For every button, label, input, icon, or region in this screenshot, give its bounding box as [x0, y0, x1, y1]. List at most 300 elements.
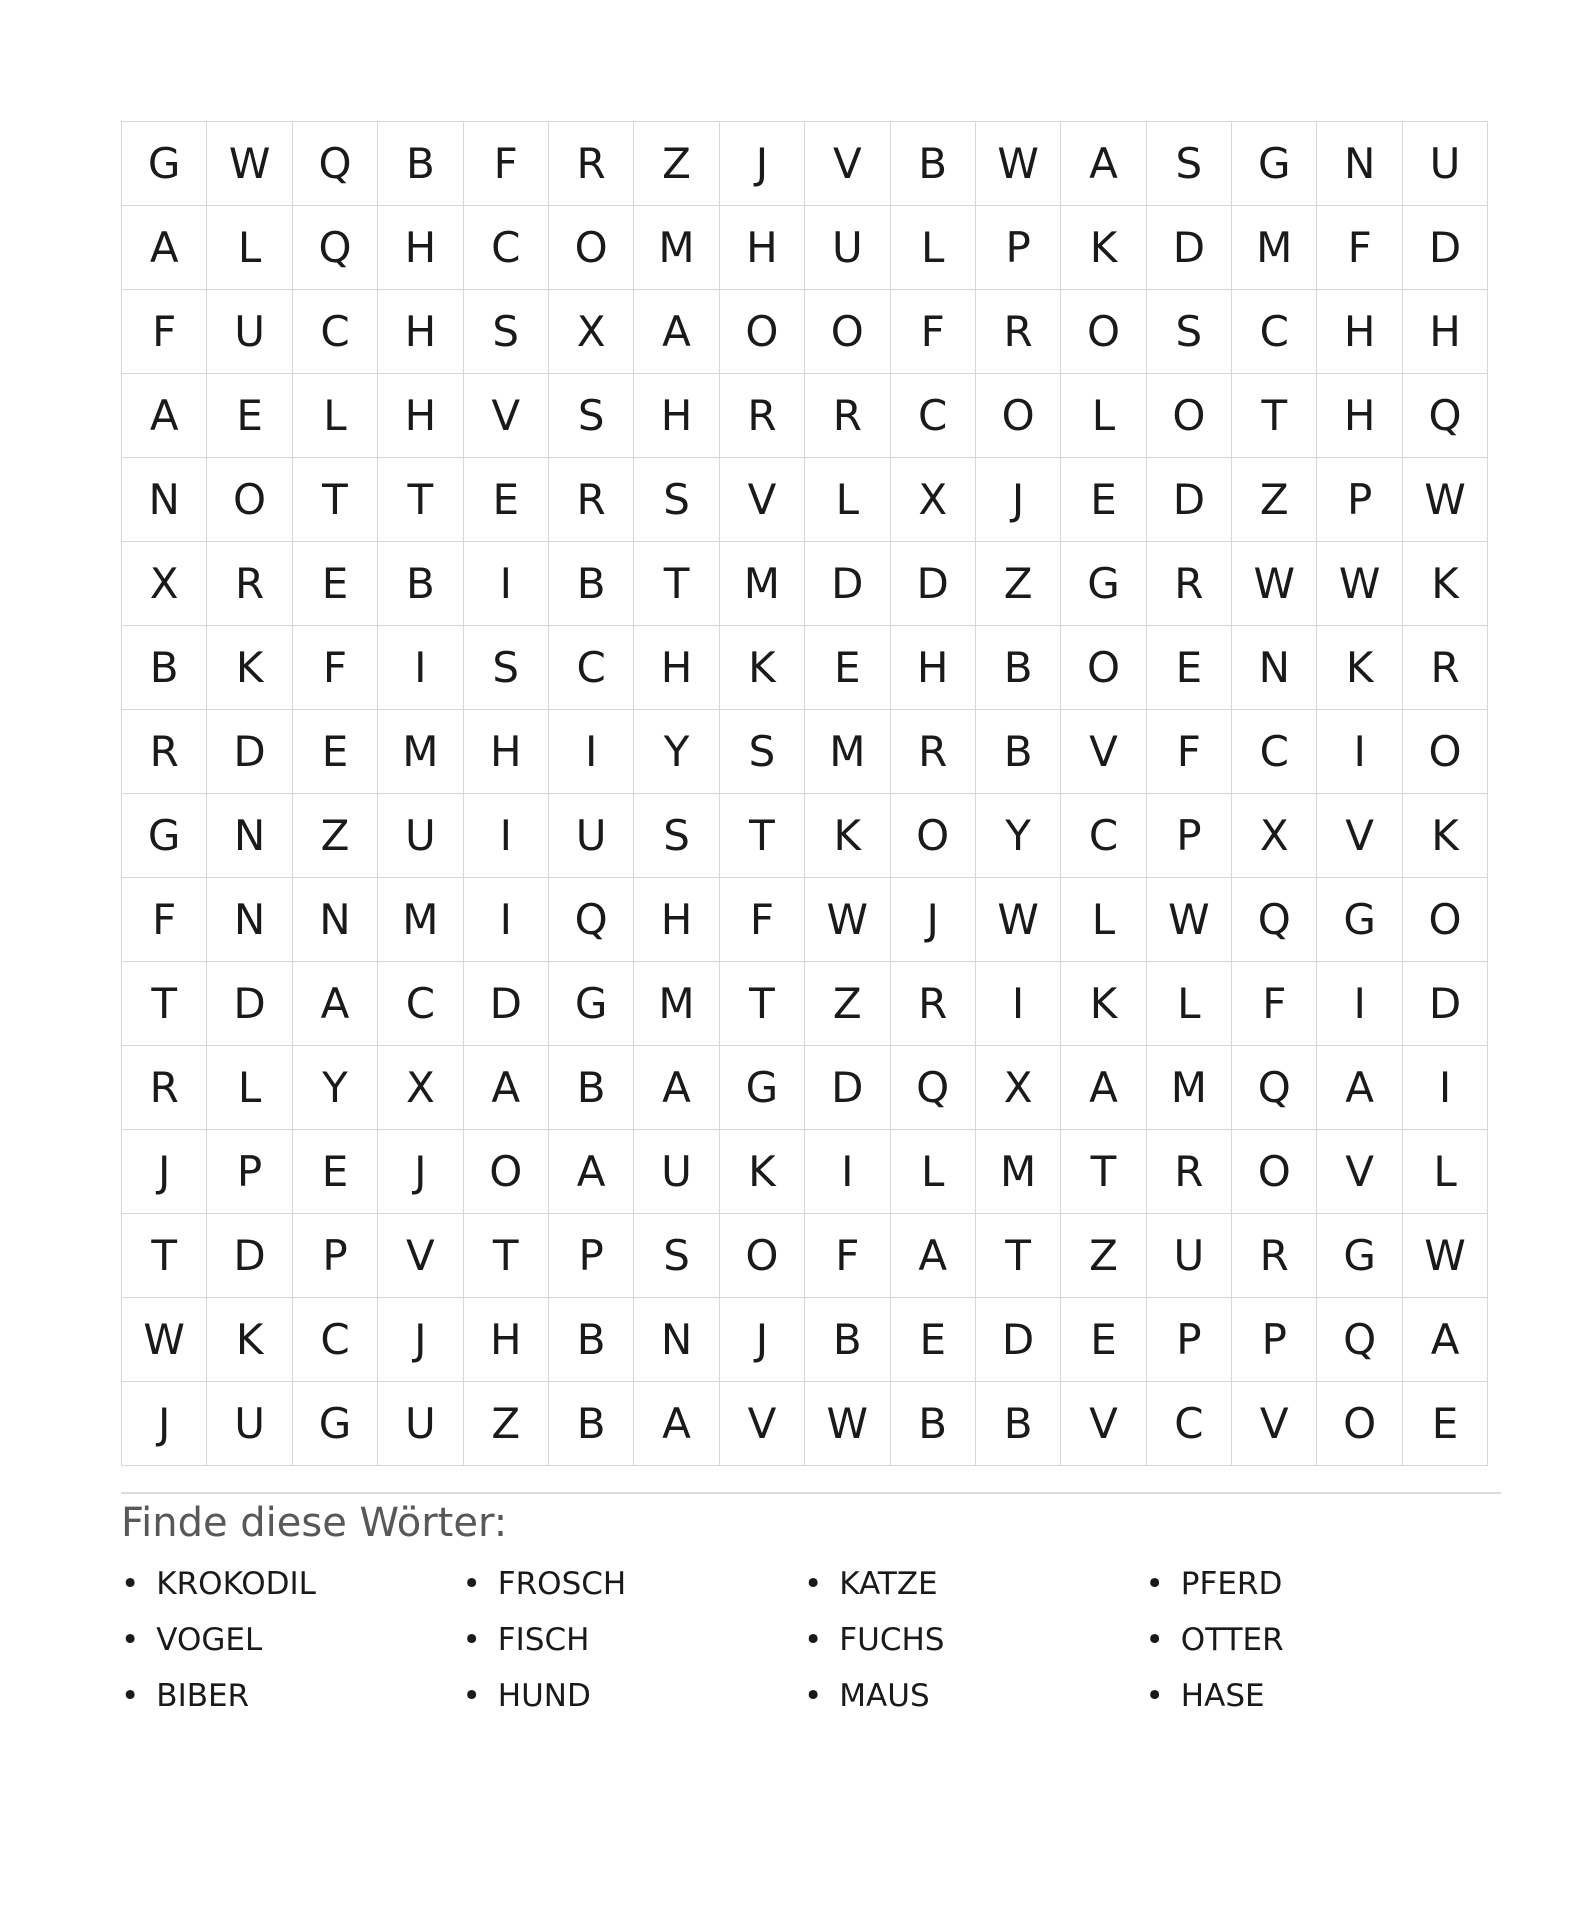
grid-cell: H: [720, 206, 805, 290]
grid-cell: Z: [1061, 1214, 1146, 1298]
grid-cell: T: [122, 962, 207, 1046]
grid-cell: E: [293, 1130, 378, 1214]
grid-cell: O: [1147, 374, 1232, 458]
grid-cell: J: [122, 1382, 207, 1466]
grid-cell: J: [891, 878, 976, 962]
grid-cell: A: [634, 1046, 719, 1130]
grid-cell: G: [122, 794, 207, 878]
grid-cell: E: [891, 1298, 976, 1382]
grid-cell: N: [1317, 122, 1402, 206]
grid-cell: B: [549, 542, 634, 626]
bullet-icon: •: [462, 1677, 481, 1714]
word-item: [1146, 1668, 1488, 1724]
grid-cell: C: [1147, 1382, 1232, 1466]
grid-cell: T: [720, 962, 805, 1046]
grid-cell: U: [805, 206, 890, 290]
grid-cell: M: [634, 206, 719, 290]
grid-cell: A: [122, 206, 207, 290]
grid-cell: O: [805, 290, 890, 374]
grid-cell: M: [720, 542, 805, 626]
grid-cell: V: [1232, 1382, 1317, 1466]
grid-cell: R: [207, 542, 292, 626]
grid-cell: B: [976, 626, 1061, 710]
grid-cell: C: [1232, 290, 1317, 374]
grid-cell: A: [1061, 1046, 1146, 1130]
grid-cell: X: [976, 1046, 1061, 1130]
grid-cell: L: [1403, 1130, 1488, 1214]
grid-cell: V: [1317, 1130, 1402, 1214]
word-label: FISCH: [497, 1622, 590, 1658]
word-label: KROKODIL: [156, 1566, 316, 1602]
grid-cell: Q: [1232, 878, 1317, 962]
grid-cell: G: [1317, 1214, 1402, 1298]
word-item: [121, 1612, 463, 1668]
grid-cell: G: [293, 1382, 378, 1466]
grid-cell: M: [805, 710, 890, 794]
grid-cell: I: [464, 794, 549, 878]
grid-cell: B: [122, 626, 207, 710]
grid-cell: J: [720, 122, 805, 206]
grid-cell: R: [549, 458, 634, 542]
divider-line: [121, 1492, 1501, 1494]
grid-cell: R: [720, 374, 805, 458]
grid-cell: J: [720, 1298, 805, 1382]
grid-cell: A: [1317, 1046, 1402, 1130]
grid-cell: K: [1061, 962, 1146, 1046]
grid-cell: K: [805, 794, 890, 878]
grid-cell: S: [720, 710, 805, 794]
grid-cell: A: [891, 1214, 976, 1298]
grid-cell: B: [805, 1298, 890, 1382]
grid-cell: Y: [634, 710, 719, 794]
grid-cell: M: [1147, 1046, 1232, 1130]
grid-cell: R: [549, 122, 634, 206]
grid-cell: F: [293, 626, 378, 710]
grid-cell: Y: [293, 1046, 378, 1130]
grid-cell: I: [464, 542, 549, 626]
grid-cell: S: [1147, 122, 1232, 206]
grid-cell: R: [1147, 542, 1232, 626]
grid-cell: O: [720, 1214, 805, 1298]
grid-cell: M: [634, 962, 719, 1046]
word-label: MAUS: [839, 1678, 930, 1714]
grid-cell: V: [720, 1382, 805, 1466]
grid-cell: Z: [976, 542, 1061, 626]
grid-cell: K: [1061, 206, 1146, 290]
grid-cell: G: [549, 962, 634, 1046]
grid-cell: W: [1403, 458, 1488, 542]
grid-cell: V: [464, 374, 549, 458]
grid-cell: V: [1061, 1382, 1146, 1466]
grid-cell: T: [976, 1214, 1061, 1298]
word-item: [1146, 1556, 1488, 1612]
grid-cell: R: [1232, 1214, 1317, 1298]
grid-cell: I: [464, 878, 549, 962]
word-item: [463, 1612, 805, 1668]
bullet-icon: •: [121, 1565, 140, 1602]
bullet-icon: •: [804, 1677, 823, 1714]
grid-cell: W: [976, 878, 1061, 962]
grid-cell: D: [207, 710, 292, 794]
grid-cell: P: [1147, 1298, 1232, 1382]
grid-cell: V: [1317, 794, 1402, 878]
word-item: [121, 1668, 463, 1724]
grid-cell: C: [293, 1298, 378, 1382]
grid-cell: K: [720, 626, 805, 710]
grid-cell: C: [293, 290, 378, 374]
grid-cell: B: [549, 1046, 634, 1130]
grid-cell: S: [634, 1214, 719, 1298]
grid-cell: X: [378, 1046, 463, 1130]
grid-cell: T: [720, 794, 805, 878]
grid-cell: P: [1317, 458, 1402, 542]
grid-cell: U: [207, 1382, 292, 1466]
grid-cell: D: [207, 1214, 292, 1298]
grid-cell: K: [1317, 626, 1402, 710]
grid-cell: X: [549, 290, 634, 374]
grid-cell: S: [464, 290, 549, 374]
grid-cell: Q: [293, 122, 378, 206]
grid-cell: L: [891, 206, 976, 290]
grid-cell: L: [293, 374, 378, 458]
grid-cell: N: [293, 878, 378, 962]
grid-cell: O: [1232, 1130, 1317, 1214]
grid-cell: Q: [549, 878, 634, 962]
grid-cell: E: [207, 374, 292, 458]
word-item: [463, 1668, 805, 1724]
grid-cell: D: [1147, 206, 1232, 290]
grid-cell: O: [720, 290, 805, 374]
bullet-icon: •: [804, 1565, 823, 1602]
bullet-icon: •: [1145, 1565, 1164, 1602]
grid-cell: O: [207, 458, 292, 542]
word-list-heading: Finde diese Wörter:: [121, 1500, 508, 1546]
grid-cell: F: [122, 290, 207, 374]
grid-cell: K: [207, 1298, 292, 1382]
grid-cell: U: [1147, 1214, 1232, 1298]
grid-cell: B: [378, 542, 463, 626]
word-label: VOGEL: [156, 1622, 263, 1658]
grid-cell: J: [122, 1130, 207, 1214]
grid-cell: Y: [976, 794, 1061, 878]
grid-cell: O: [976, 374, 1061, 458]
grid-cell: P: [293, 1214, 378, 1298]
grid-cell: N: [122, 458, 207, 542]
grid-cell: D: [891, 542, 976, 626]
grid-cell: V: [1061, 710, 1146, 794]
grid-cell: W: [122, 1298, 207, 1382]
grid-cell: O: [1061, 626, 1146, 710]
grid-cell: J: [976, 458, 1061, 542]
grid-cell: R: [976, 290, 1061, 374]
grid-cell: C: [464, 206, 549, 290]
grid-cell: G: [720, 1046, 805, 1130]
grid-cell: S: [634, 458, 719, 542]
grid-cell: L: [1061, 374, 1146, 458]
grid-cell: C: [1061, 794, 1146, 878]
grid-cell: F: [805, 1214, 890, 1298]
grid-cell: C: [891, 374, 976, 458]
grid-cell: D: [1403, 962, 1488, 1046]
grid-cell: T: [1232, 374, 1317, 458]
grid-cell: O: [464, 1130, 549, 1214]
grid-cell: U: [634, 1130, 719, 1214]
grid-cell: H: [1403, 290, 1488, 374]
grid-cell: Q: [891, 1046, 976, 1130]
grid-cell: M: [976, 1130, 1061, 1214]
grid-cell: W: [1147, 878, 1232, 962]
grid-cell: O: [1317, 1382, 1402, 1466]
grid-cell: P: [1147, 794, 1232, 878]
bullet-icon: •: [462, 1621, 481, 1658]
bullet-icon: •: [462, 1565, 481, 1602]
grid-cell: L: [805, 458, 890, 542]
grid-cell: R: [122, 1046, 207, 1130]
grid-cell: D: [976, 1298, 1061, 1382]
grid-cell: T: [293, 458, 378, 542]
grid-cell: P: [1232, 1298, 1317, 1382]
grid-cell: O: [549, 206, 634, 290]
grid-cell: Z: [464, 1382, 549, 1466]
grid-cell: W: [207, 122, 292, 206]
grid-cell: L: [207, 1046, 292, 1130]
word-item: [1146, 1612, 1488, 1668]
grid-cell: Q: [1232, 1046, 1317, 1130]
grid-cell: Q: [293, 206, 378, 290]
grid-cell: E: [1147, 626, 1232, 710]
word-item: [463, 1556, 805, 1612]
grid-cell: H: [378, 290, 463, 374]
grid-cell: O: [1403, 878, 1488, 962]
grid-cell: B: [891, 122, 976, 206]
word-item: [121, 1556, 463, 1612]
grid-cell: G: [1061, 542, 1146, 626]
grid-cell: F: [1317, 206, 1402, 290]
grid-cell: W: [1403, 1214, 1488, 1298]
grid-cell: D: [1147, 458, 1232, 542]
grid-cell: T: [122, 1214, 207, 1298]
grid-cell: T: [464, 1214, 549, 1298]
grid-cell: E: [805, 626, 890, 710]
word-label: FUCHS: [839, 1622, 945, 1658]
grid-cell: X: [891, 458, 976, 542]
grid-cell: W: [1232, 542, 1317, 626]
grid-cell: Z: [634, 122, 719, 206]
grid-cell: B: [549, 1382, 634, 1466]
grid-cell: Z: [1232, 458, 1317, 542]
word-item: [804, 1612, 1146, 1668]
grid-cell: L: [207, 206, 292, 290]
grid-cell: B: [976, 1382, 1061, 1466]
grid-cell: A: [634, 290, 719, 374]
grid-cell: Z: [293, 794, 378, 878]
grid-cell: T: [378, 458, 463, 542]
grid-cell: A: [549, 1130, 634, 1214]
bullet-icon: •: [121, 1677, 140, 1714]
grid-cell: H: [634, 374, 719, 458]
grid-cell: W: [805, 1382, 890, 1466]
grid-cell: D: [805, 1046, 890, 1130]
grid-cell: H: [891, 626, 976, 710]
word-label: KATZE: [839, 1566, 938, 1602]
grid-cell: J: [378, 1298, 463, 1382]
word-label: BIBER: [156, 1678, 250, 1714]
grid-cell: J: [378, 1130, 463, 1214]
grid-cell: H: [634, 878, 719, 962]
grid-cell: E: [1403, 1382, 1488, 1466]
grid-cell: R: [122, 710, 207, 794]
word-item: [804, 1556, 1146, 1612]
grid-cell: V: [378, 1214, 463, 1298]
grid-cell: P: [207, 1130, 292, 1214]
grid-cell: N: [207, 878, 292, 962]
grid-cell: M: [378, 878, 463, 962]
grid-cell: W: [805, 878, 890, 962]
grid-cell: D: [1403, 206, 1488, 290]
grid-cell: S: [634, 794, 719, 878]
grid-cell: F: [1147, 710, 1232, 794]
grid-cell: R: [805, 374, 890, 458]
grid-cell: O: [1403, 710, 1488, 794]
grid-cell: C: [549, 626, 634, 710]
grid-cell: I: [805, 1130, 890, 1214]
grid-cell: L: [891, 1130, 976, 1214]
grid-cell: F: [1232, 962, 1317, 1046]
grid-cell: H: [1317, 374, 1402, 458]
grid-cell: D: [207, 962, 292, 1046]
grid-cell: U: [549, 794, 634, 878]
grid-cell: B: [378, 122, 463, 206]
grid-cell: T: [1061, 1130, 1146, 1214]
grid-cell: G: [122, 122, 207, 206]
grid-cell: Q: [1317, 1298, 1402, 1382]
grid-cell: I: [1317, 962, 1402, 1046]
grid-cell: G: [1317, 878, 1402, 962]
word-item: [804, 1668, 1146, 1724]
grid-cell: E: [1061, 1298, 1146, 1382]
grid-cell: H: [378, 374, 463, 458]
grid-cell: X: [122, 542, 207, 626]
grid-cell: B: [891, 1382, 976, 1466]
grid-cell: L: [1061, 878, 1146, 962]
grid-cell: W: [1317, 542, 1402, 626]
word-label: HASE: [1180, 1678, 1265, 1714]
grid-cell: R: [891, 710, 976, 794]
grid-cell: U: [1403, 122, 1488, 206]
grid-cell: S: [1147, 290, 1232, 374]
grid-cell: W: [976, 122, 1061, 206]
grid-cell: V: [720, 458, 805, 542]
grid-cell: R: [891, 962, 976, 1046]
bullet-icon: •: [121, 1621, 140, 1658]
grid-cell: I: [976, 962, 1061, 1046]
grid-cell: F: [122, 878, 207, 962]
grid-cell: I: [549, 710, 634, 794]
word-list: [121, 1556, 1487, 1724]
grid-cell: S: [464, 626, 549, 710]
bullet-icon: •: [1145, 1621, 1164, 1658]
grid-cell: H: [634, 626, 719, 710]
grid-cell: T: [634, 542, 719, 626]
grid-cell: D: [464, 962, 549, 1046]
grid-cell: L: [1147, 962, 1232, 1046]
grid-cell: O: [891, 794, 976, 878]
grid-cell: I: [1317, 710, 1402, 794]
grid-cell: N: [1232, 626, 1317, 710]
word-list-column: [463, 1556, 805, 1724]
word-label: FROSCH: [497, 1566, 627, 1602]
grid-cell: H: [378, 206, 463, 290]
grid-cell: A: [122, 374, 207, 458]
grid-cell: A: [1403, 1298, 1488, 1382]
grid-cell: G: [1232, 122, 1317, 206]
grid-cell: F: [464, 122, 549, 206]
grid-cell: U: [378, 794, 463, 878]
bullet-icon: •: [804, 1621, 823, 1658]
grid-cell: U: [207, 290, 292, 374]
grid-cell: M: [1232, 206, 1317, 290]
grid-cell: E: [293, 542, 378, 626]
word-label: PFERD: [1180, 1566, 1283, 1602]
grid-cell: U: [378, 1382, 463, 1466]
grid-cell: P: [976, 206, 1061, 290]
grid-cell: H: [464, 1298, 549, 1382]
grid-cell: F: [891, 290, 976, 374]
grid-cell: D: [805, 542, 890, 626]
grid-cell: H: [1317, 290, 1402, 374]
grid-cell: O: [1061, 290, 1146, 374]
grid-cell: E: [1061, 458, 1146, 542]
grid-cell: C: [378, 962, 463, 1046]
grid-cell: V: [805, 122, 890, 206]
grid-cell: K: [1403, 542, 1488, 626]
grid-cell: A: [464, 1046, 549, 1130]
grid-cell: E: [293, 710, 378, 794]
word-search-grid: [121, 121, 1488, 1466]
grid-cell: I: [1403, 1046, 1488, 1130]
grid-cell: I: [378, 626, 463, 710]
grid-cell: E: [464, 458, 549, 542]
word-list-column: [1146, 1556, 1488, 1724]
grid-cell: K: [207, 626, 292, 710]
grid-cell: H: [464, 710, 549, 794]
grid-cell: F: [720, 878, 805, 962]
grid-cell: A: [293, 962, 378, 1046]
word-label: HUND: [497, 1678, 591, 1714]
grid-cell: A: [634, 1382, 719, 1466]
grid-cell: S: [549, 374, 634, 458]
grid-cell: B: [976, 710, 1061, 794]
grid-cell: K: [1403, 794, 1488, 878]
word-list-column: [804, 1556, 1146, 1724]
grid-cell: A: [1061, 122, 1146, 206]
grid-cell: N: [207, 794, 292, 878]
grid-cell: X: [1232, 794, 1317, 878]
grid-cell: C: [1232, 710, 1317, 794]
grid-cell: N: [634, 1298, 719, 1382]
grid-cell: M: [378, 710, 463, 794]
bullet-icon: •: [1145, 1677, 1164, 1714]
grid-cell: Z: [805, 962, 890, 1046]
grid-cell: K: [720, 1130, 805, 1214]
grid-cell: R: [1147, 1130, 1232, 1214]
grid-cell: P: [549, 1214, 634, 1298]
word-label: OTTER: [1180, 1622, 1284, 1658]
grid-cell: R: [1403, 626, 1488, 710]
grid-cell: B: [549, 1298, 634, 1382]
word-list-column: [121, 1556, 463, 1724]
grid-cell: Q: [1403, 374, 1488, 458]
